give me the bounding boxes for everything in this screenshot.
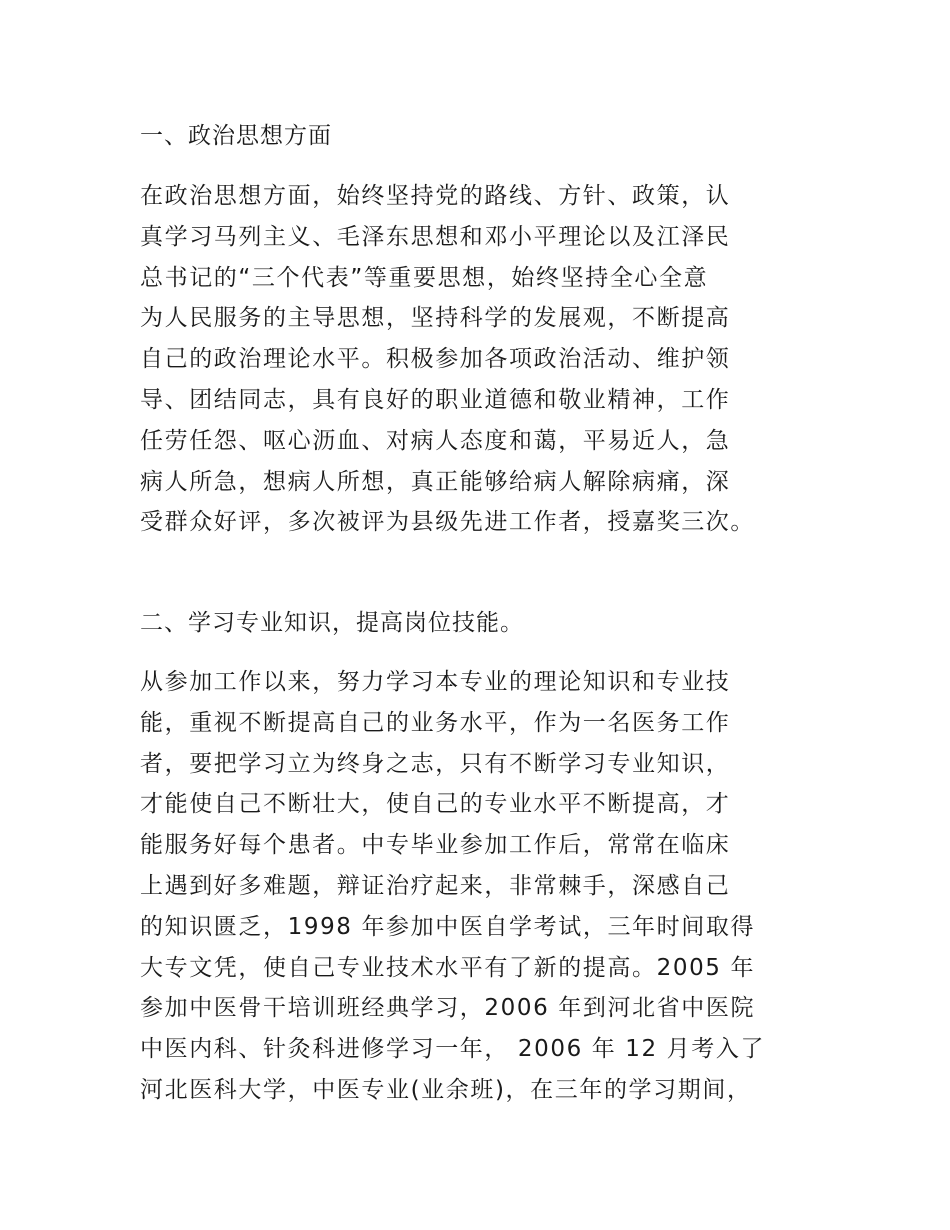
text-line: 大专文凭，使自己专业技术水平有了新的提高。2005 年 — [140, 954, 756, 981]
text-line: 中医内科、针灸科进修学习一年， 2006 年 12 月考入了 — [140, 1036, 766, 1063]
text-line: 的知识匮乏，1998 年参加中医自学考试，三年时间取得 — [140, 913, 756, 940]
text-line: 为人民服务的主导思想，坚持科学的发展观，不断提高 — [140, 305, 731, 332]
text-line: 导、团结同志，具有良好的职业道德和敬业精神，工作 — [140, 386, 731, 413]
text-line: 能服务好每个患者。中专毕业参加工作后，常常在临床 — [140, 832, 731, 859]
text-line: 病人所急，想病人所想，真正能够给病人解除病痛，深 — [140, 468, 731, 495]
text-line: 受群众好评，多次被评为县级先进工作者，授嘉奖三次。 — [140, 509, 755, 536]
section-body-political-thought — [140, 176, 830, 543]
text-line: 任劳任怨、呕心沥血、对病人态度和蔼，平易近人，急 — [140, 427, 731, 454]
text-line: 者，要把学习立为终身之志，只有不断学习专业知识， — [140, 750, 731, 777]
text-line: 从参加工作以来，努力学习本专业的理论知识和专业技 — [140, 669, 731, 695]
section-heading-political-thought: 一、政治思想方面 — [140, 123, 332, 149]
text-line: 河北医科大学，中医专业(业余班)，在三年的学习期间， — [140, 1076, 752, 1103]
text-line: 上遇到好多难题，辩证治疗起来，非常棘手，深感自己 — [140, 872, 731, 899]
text-line: 能，重视不断提高自己的业务水平，作为一名医务工作 — [140, 709, 731, 736]
text-line: 真学习马列主义、毛泽东思想和邓小平理论以及江泽民 — [140, 223, 731, 250]
text-line: 总书记的“三个代表”等重要思想，始终坚持全心全意 — [140, 264, 709, 291]
text-line: 参加中医骨干培训班经典学习，2006 年到河北省中医院 — [140, 995, 756, 1022]
text-line: 在政治思想方面，始终坚持党的路线、方针、政策，认 — [140, 183, 731, 209]
text-line: 才能使自己不断壮大，使自己的专业水平不断提高，才 — [140, 791, 731, 818]
text-line: 自己的政治理论水平。积极参加各项政治活动、维护领 — [140, 346, 731, 373]
section-heading-professional-learning: 二、学习专业知识，提高岗位技能。 — [140, 610, 524, 636]
section-body-professional-learning — [140, 662, 830, 1111]
